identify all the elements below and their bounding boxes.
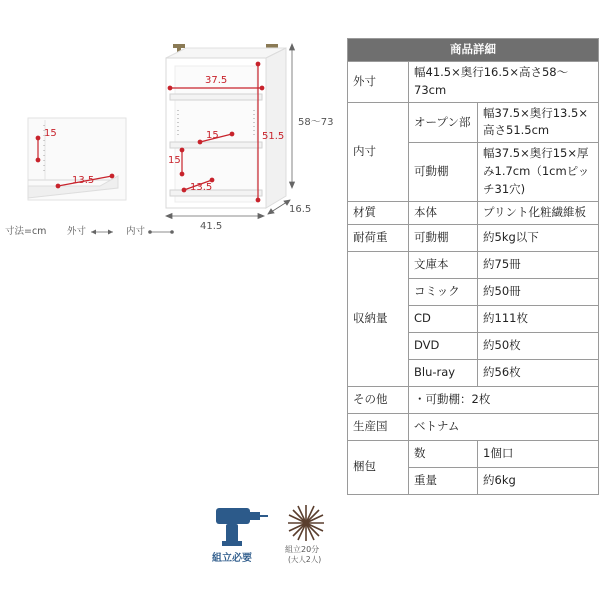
table-row: [348, 251, 599, 278]
spec-title: 商品詳細: [348, 39, 599, 62]
inner-height-label: 51.5: [262, 131, 285, 142]
cabinet-body: [166, 44, 286, 208]
row-label-inner: 内寸: [348, 102, 409, 201]
storage-item-name: Blu-ray: [409, 359, 478, 386]
package-weight-name: 重量: [409, 467, 478, 494]
row-value-material: プリント化粧繊維板: [478, 201, 599, 224]
row-sub-load: 可動棚: [409, 224, 478, 251]
spec-table: [347, 38, 599, 495]
inner-width-label: 37.5: [205, 75, 228, 86]
row-label-other: その他: [348, 386, 409, 413]
row-label-storage: 収納量: [348, 251, 409, 386]
inner-legend-label: 内寸: [126, 226, 146, 237]
outer-width-label: 41.5: [200, 221, 223, 232]
row-label-outer: 外寸: [348, 62, 409, 103]
detail-depth-label: 13.5: [72, 175, 95, 186]
starburst-icon: [288, 505, 324, 541]
drill-icon: [216, 508, 268, 546]
unit-legend: 寸法=cm: [5, 226, 47, 237]
table-row: [348, 224, 599, 251]
assembly-time-label: 組立20分: [285, 545, 320, 554]
storage-item-name: DVD: [409, 332, 478, 359]
assembly-required-label: 組立必要: [212, 553, 252, 564]
table-row: [348, 102, 599, 143]
row-sub-material: 本体: [409, 201, 478, 224]
package-count-name: 数: [409, 440, 478, 467]
storage-item-name: 文庫本: [409, 251, 478, 278]
outer-depth-label: 16.5: [289, 204, 312, 215]
storage-item-value: 約56枚: [478, 359, 599, 386]
storage-item-name: コミック: [409, 278, 478, 305]
storage-item-name: CD: [409, 305, 478, 332]
shelf-depth-label: 15: [206, 130, 219, 141]
row-label-origin: 生産国: [348, 413, 409, 440]
table-row: [348, 62, 599, 103]
storage-item-value: 約111枚: [478, 305, 599, 332]
detail-height-label: 15: [44, 128, 57, 139]
table-row: [348, 201, 599, 224]
outer-height-label: 58〜73: [298, 117, 334, 128]
row-value-outer: 幅41.5×奥行16.5×高さ58〜73cm: [409, 62, 599, 103]
package-count-value: 1個口: [478, 440, 599, 467]
row-label-material: 材質: [348, 201, 409, 224]
row-value-other: ・可動棚：2枚: [409, 386, 599, 413]
table-row: [348, 386, 599, 413]
outer-legend-label: 外寸: [67, 226, 87, 237]
shelf-gap-label: 15: [168, 155, 181, 166]
row-label-load: 耐荷重: [348, 224, 409, 251]
storage-item-value: 約75冊: [478, 251, 599, 278]
row-label-package: 梱包: [348, 440, 409, 494]
open-depth-label: 13.5: [190, 182, 213, 193]
table-row: [348, 440, 599, 467]
row-sub-shelf: 可動棚: [409, 143, 478, 201]
row-value-load: 約5kg以下: [478, 224, 599, 251]
storage-item-value: 約50枚: [478, 332, 599, 359]
row-sub-open: オープン部: [409, 102, 478, 143]
assembly-people-label: (大人2人): [288, 555, 322, 564]
storage-item-value: 約50冊: [478, 278, 599, 305]
row-value-open: 幅37.5×奥行13.5×高さ51.5cm: [478, 102, 599, 143]
row-value-shelf: 幅37.5×奥行15×厚み1.7cm（1cmピッチ31穴): [478, 143, 599, 201]
row-value-origin: ベトナム: [409, 413, 599, 440]
table-row: [348, 413, 599, 440]
package-weight-value: 約6kg: [478, 467, 599, 494]
detail-inset: [28, 118, 126, 200]
